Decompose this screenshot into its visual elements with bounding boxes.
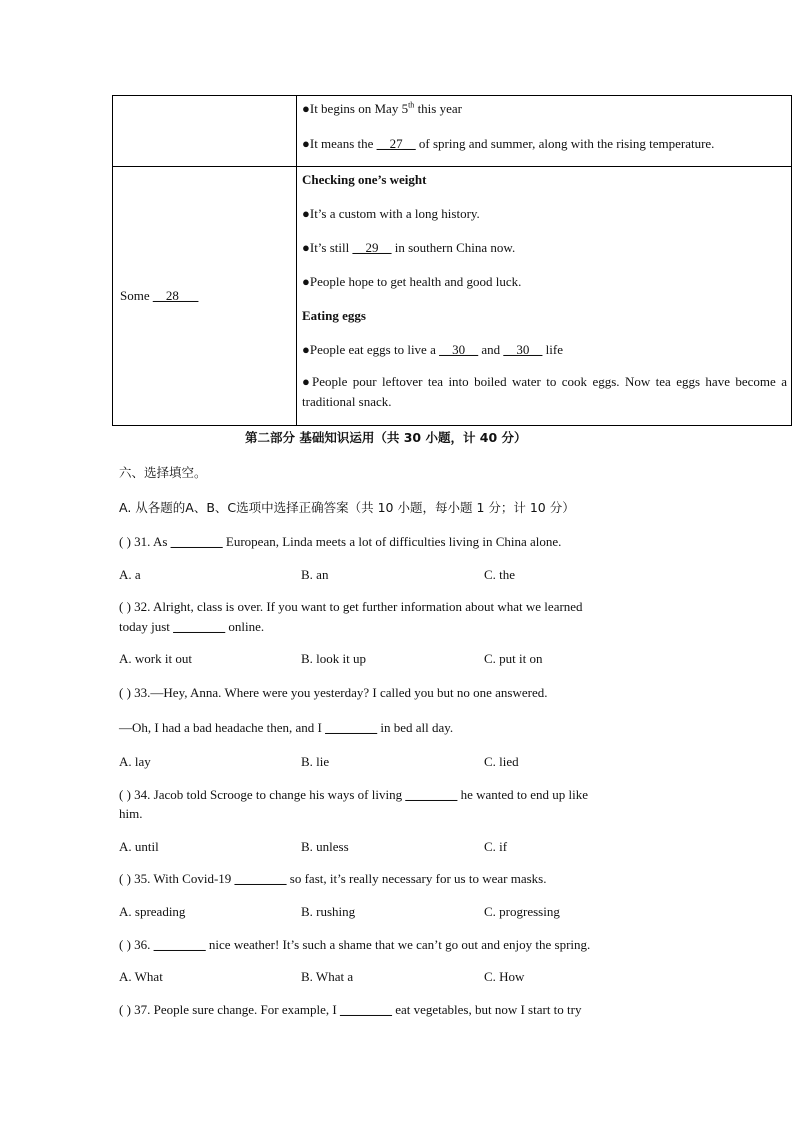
question-32: ( ) 32. Alright, class is over. If you want to get further information about what we learned: [119, 599, 583, 614]
option-a[interactable]: A. lay: [119, 754, 151, 769]
bullet-icon: ●: [302, 374, 313, 389]
subheading: Checking one’s weight: [302, 172, 427, 187]
option-a[interactable]: A. until: [119, 839, 159, 854]
bullet-line: ●People hope to get health and good luck.: [302, 274, 522, 289]
option-c[interactable]: C. How: [484, 969, 525, 984]
subheading: Eating eggs: [302, 308, 366, 323]
section-instructions: A. 从各题的A、B、C选项中选择正确答案（共 10 小题，每小题 1 分；计 10 分）: [119, 500, 575, 515]
question-37: ( ) 37. People sure change. For example, I ________ eat vegetables, but now I start to try: [119, 1002, 582, 1017]
table-cell-left: Some __28___: [113, 167, 297, 426]
option-a[interactable]: A. What: [119, 969, 163, 984]
option-c[interactable]: C. progressing: [484, 904, 560, 919]
answer-blank-30a[interactable]: __30__: [439, 342, 479, 357]
table-cell-right: [297, 167, 792, 426]
option-b[interactable]: B. What a: [301, 969, 354, 984]
option-b[interactable]: B. an: [301, 567, 329, 582]
question-33-line2: —Oh, I had a bad headache then, and I ________ in bed all day.: [119, 720, 454, 735]
option-c[interactable]: C. lied: [484, 754, 519, 769]
bullet-icon: ●: [302, 274, 310, 289]
question-32-line2: today just ________ online.: [119, 619, 265, 634]
question-31: ( ) 31. As ________ European, Linda meets a lot of difficulties living in China alone.: [119, 534, 562, 549]
option-a[interactable]: A. spreading: [119, 904, 186, 919]
bullet-icon: ●: [302, 206, 310, 221]
answer-blank[interactable]: ________: [170, 534, 223, 549]
option-b[interactable]: B. rushing: [301, 904, 356, 919]
option-c[interactable]: C. the: [484, 567, 516, 582]
option-c[interactable]: C. put it on: [484, 651, 543, 666]
answer-blank[interactable]: ________: [405, 787, 458, 802]
answer-blank[interactable]: ________: [325, 720, 378, 735]
bullet-icon: ●: [302, 342, 310, 357]
answer-blank[interactable]: ________: [339, 1002, 392, 1017]
answer-blank-28[interactable]: __28___: [152, 288, 199, 303]
option-c[interactable]: C. if: [484, 839, 508, 854]
answer-blank[interactable]: ________: [173, 619, 226, 634]
answer-blank-30b[interactable]: __30__: [503, 342, 543, 357]
answer-blank-27[interactable]: __27__: [376, 136, 416, 151]
option-a[interactable]: A. a: [119, 567, 141, 582]
bullet-line: ●It begins on May 5th this year: [302, 100, 462, 116]
question-36: ( ) 36. ________ nice weather! It’s such a shame that we can’t go out and enjoy the spring.: [119, 937, 591, 952]
question-34-line2: him.: [119, 806, 143, 821]
table-row: [113, 167, 792, 426]
question-34: ( ) 34. Jacob told Scrooge to change his ways of living ________ he wanted to end up like: [119, 787, 589, 802]
festival-table: [112, 95, 792, 426]
option-b[interactable]: B. lie: [301, 754, 330, 769]
table-cell-left: [113, 96, 297, 167]
bullet-icon: ●: [302, 240, 310, 255]
table-row: [113, 96, 792, 167]
answer-blank[interactable]: ________: [153, 937, 206, 952]
option-b[interactable]: B. unless: [301, 839, 349, 854]
answer-blank-29[interactable]: __29__: [352, 240, 392, 255]
bullet-icon: ●: [302, 101, 310, 116]
question-33: ( ) 33.—Hey, Anna. Where were you yesterday? I called you but no one answered.: [119, 685, 548, 700]
section-heading: 六、选择填空。: [119, 465, 207, 480]
bullet-line: ●It’s a custom with a long history.: [302, 206, 480, 221]
answer-blank[interactable]: ________: [234, 871, 287, 886]
table-cell-right: [297, 96, 792, 167]
bullet-line: ●People eat eggs to live a __30__ and __30__ life: [302, 342, 563, 357]
part-title: 第二部分 基础知识运用（共 30 小题，计 40 分）: [245, 430, 527, 445]
option-a[interactable]: A. work it out: [119, 651, 192, 666]
bullet-line: ●It means the __27__ of spring and summer, along with the rising temperature.: [302, 136, 715, 151]
option-b[interactable]: B. look it up: [301, 651, 367, 666]
bullet-icon: ●: [302, 136, 310, 151]
bullet-paragraph: ●People pour leftover tea into boiled water to cook eggs. Now tea eggs have become a traditional snack.: [302, 374, 787, 409]
bullet-line: ●It’s still __29__ in southern China now.: [302, 240, 516, 255]
question-35: ( ) 35. With Covid-19 ________ so fast, it’s really necessary for us to wear masks.: [119, 871, 547, 886]
